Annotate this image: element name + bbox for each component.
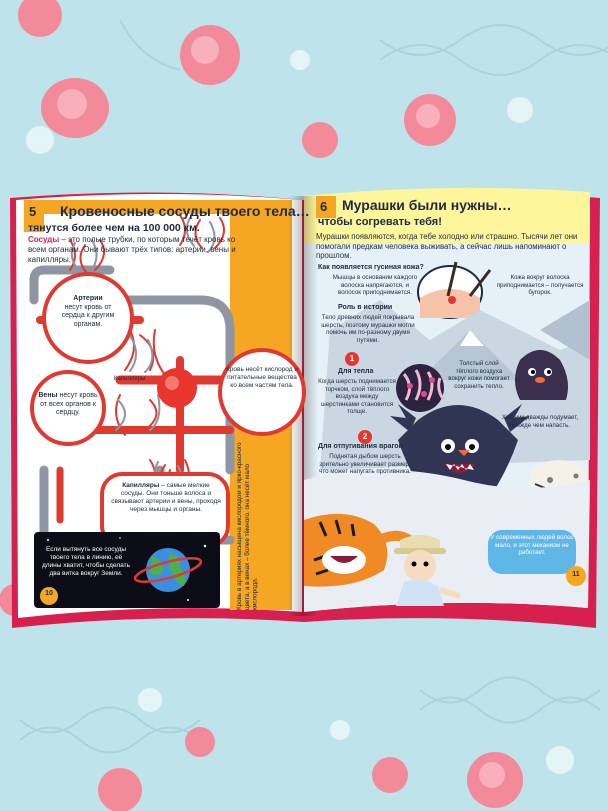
warmth-heading: Для тепла <box>338 368 374 375</box>
vessels-term: Сосуды <box>28 235 60 244</box>
veins-term: Вены <box>38 392 58 399</box>
left-subtitle: тянутся более чем на 100 000 км. <box>28 222 200 234</box>
vessels-intro <box>28 235 252 264</box>
capillaries-term: Капилляры <box>122 482 160 489</box>
warm-air-text: Толстый слой тёплого воздуха вокруг кожи помогает сохранить тепло. <box>448 360 510 390</box>
capillaries-small-label: Капилляры <box>114 376 146 382</box>
section-number-left: 5 <box>29 204 37 219</box>
modern-text: У современных людей волос мало, и этот механизм не работает. <box>490 534 574 557</box>
capillaries-callout <box>110 482 222 514</box>
section-number-right: 6 <box>320 199 328 214</box>
goosebumps-intro: Мурашки появляются, когда тебе холодно или страшно. Тысячи лет они помогали предкам человека выживать, а сейчас лишь напоминают о прошлом. <box>316 232 578 260</box>
right-title: Мурашки были нужны… <box>342 197 512 213</box>
fur-diagram <box>396 364 444 412</box>
page-number-right: 11 <box>572 571 580 578</box>
enemies-text: Поднятая дыбом шерсть зрительно увеличивает размер, что может напугать противника. <box>319 453 411 476</box>
number-badge-2: 2 <box>358 430 372 444</box>
vessels-text: – это полые трубки, по которым течёт кровь ко всем органам. Они бывают трёх типов: артерии, вены и капилляры. <box>28 235 236 264</box>
blood-cell-center <box>157 368 197 408</box>
arteries-callout <box>52 295 124 329</box>
arteries-term: Артерии <box>73 295 103 302</box>
arteries-text: несут кровь от сердца к другим органам. <box>61 303 115 328</box>
veins-text: несут кровь от всех органов к сердцу. <box>40 392 98 417</box>
right-subtitle: чтобы согревать тебя! <box>318 216 442 228</box>
warmth-text: Когда шерсть поднимается торчком, слой тёплого воздуха между шерстинками становится толще. <box>318 378 396 416</box>
veins-callout <box>38 392 98 418</box>
history-heading: Роль в истории <box>338 304 393 311</box>
muscle-text: Мышцы в основании каждого волоска напрягаются, и волосок приподнимается. <box>332 274 418 297</box>
number-badge-1: 1 <box>345 352 359 366</box>
enemies-heading: Для отпугивания врагов <box>318 443 403 450</box>
capillaries-text: – самые мелкие сосуды. Они тоньше волоса и связывают артерии и вены, проходя через мышцы и органы. <box>111 482 221 513</box>
goosebumps-question: Как появляется гусиная кожа? <box>318 264 424 271</box>
left-title: Кровеносные сосуды твоего тела… <box>60 203 310 219</box>
page-number-left: 10 <box>45 590 53 597</box>
blood-callout: Кровь несёт кислород и питательные вещества ко всем частям тела. <box>225 366 299 389</box>
fact-text: Если вытянуть все сосуды твоего тела в линию, её длины хватит, чтобы сделать два витка вокруг Земли. <box>41 546 131 577</box>
vertical-note: Кровь в артериях насыщена кислородом и ярко-красного цвета, а в венах – более тёмного, она несёт мало кислорода. <box>236 442 259 610</box>
skin-text: Кожа вокруг волоска приподнимается – получается бугорок. <box>496 274 584 297</box>
history-text: Тело древних людей покрывала шерсть, поэтому мурашки могли помочь им по-разному двумя путями. <box>321 314 415 344</box>
predator-text: Хищник дважды подумает, прежде чем напасть. <box>501 414 579 429</box>
blood-circle <box>220 350 304 434</box>
